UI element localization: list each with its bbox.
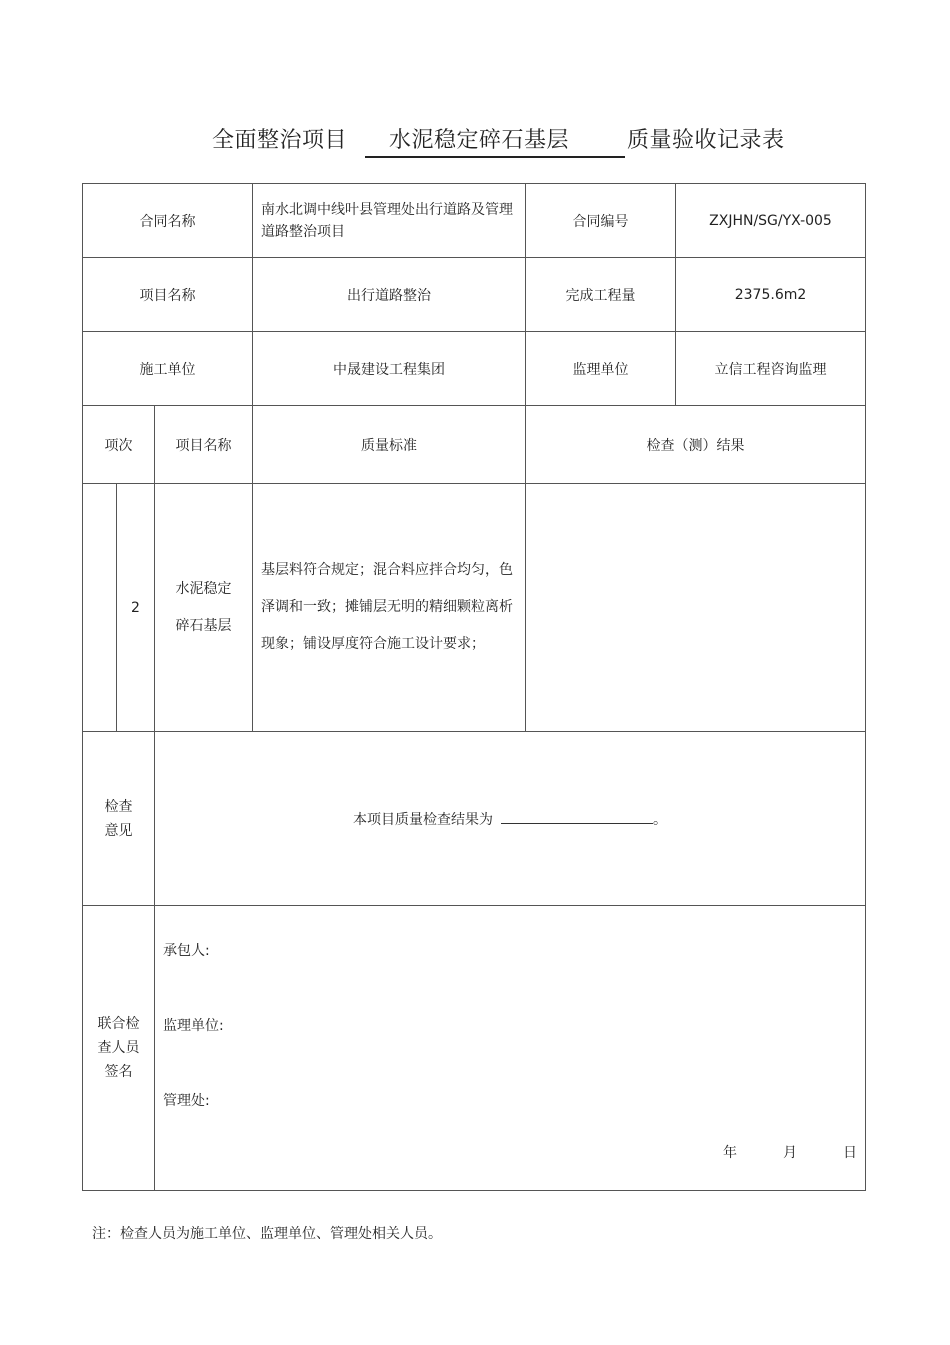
date-year: 年 <box>723 1145 737 1161</box>
date-month: 月 <box>783 1145 797 1161</box>
blank-cell <box>83 484 117 732</box>
supervisor-label: 监理单位 <box>526 332 676 406</box>
table-row <box>83 406 866 484</box>
quantity-label: 完成工程量 <box>526 258 676 332</box>
quantity-value: 2375.6m2 <box>676 258 866 332</box>
signature-area <box>155 906 865 1189</box>
supervisor-value: 立信工程咨询监理 <box>676 332 866 406</box>
opinion-end-mark: 。 <box>653 811 667 828</box>
contractor-signature: 承包人: <box>163 943 210 959</box>
table-row <box>83 184 866 258</box>
opinion-label-line1: 检查 <box>104 798 133 815</box>
table-row <box>83 906 866 1191</box>
table-row <box>83 258 866 332</box>
contract-name-value: 南水北调中线叶县管理处出行道路及管理道路整治项目 <box>253 184 526 258</box>
supervisor-signature: 监理单位: <box>163 1018 224 1034</box>
item-name-line1: 水泥稳定 <box>175 580 232 597</box>
signature-date <box>723 1142 857 1162</box>
contract-name-label: 合同名称 <box>83 184 253 258</box>
item-no-value: 2 <box>117 484 155 732</box>
item-no-header: 项次 <box>83 406 155 484</box>
table-row <box>83 732 866 906</box>
signature-label-line2: 查人员 <box>97 1040 140 1056</box>
contract-no-value: ZXJHN/SG/YX-005 <box>676 184 866 258</box>
project-name-value: 出行道路整治 <box>253 258 526 332</box>
opinion-text: 本项目质量检查结果为 <box>353 811 493 828</box>
contractor-label: 施工单位 <box>83 332 253 406</box>
title-suffix: 质量验收记录表 <box>627 128 785 153</box>
signature-label-line1: 联合检 <box>97 1016 140 1032</box>
standard-value <box>253 484 526 732</box>
item-name-value <box>155 484 253 732</box>
signature-content <box>155 906 866 1191</box>
opinion-label <box>83 732 155 906</box>
footnote: 注：检查人员为施工单位、监理单位、管理处相关人员。 <box>92 1226 442 1242</box>
title-fill-in: 水泥稳定碎石基层 <box>365 126 625 158</box>
signature-label <box>83 906 155 1191</box>
opinion-content <box>155 732 866 906</box>
title-prefix: 全面整治项目 <box>212 128 348 153</box>
table-row <box>83 332 866 406</box>
result-value <box>526 484 866 732</box>
signature-label-line3: 签名 <box>104 1064 133 1080</box>
result-header: 检查（测）结果 <box>526 406 866 484</box>
management-signature: 管理处: <box>163 1093 210 1109</box>
acceptance-table <box>82 183 866 1191</box>
opinion-blank[interactable] <box>501 809 653 824</box>
standard-text: 基层料符合规定；混合料应拌合均匀，色泽调和一致；摊铺层无明的精细颗粒离析现象；铺设厚度符合施工设计要求； <box>261 562 513 652</box>
standard-header: 质量标准 <box>253 406 526 484</box>
contract-no-label: 合同编号 <box>526 184 676 258</box>
contractor-value: 中晟建设工程集团 <box>253 332 526 406</box>
project-name-label: 项目名称 <box>83 258 253 332</box>
date-day: 日 <box>843 1145 857 1161</box>
form-title <box>212 126 785 158</box>
table-row <box>83 484 866 732</box>
item-name-line2: 碎石基层 <box>175 617 232 634</box>
item-name-header: 项目名称 <box>155 406 253 484</box>
opinion-label-line2: 意见 <box>104 822 133 839</box>
